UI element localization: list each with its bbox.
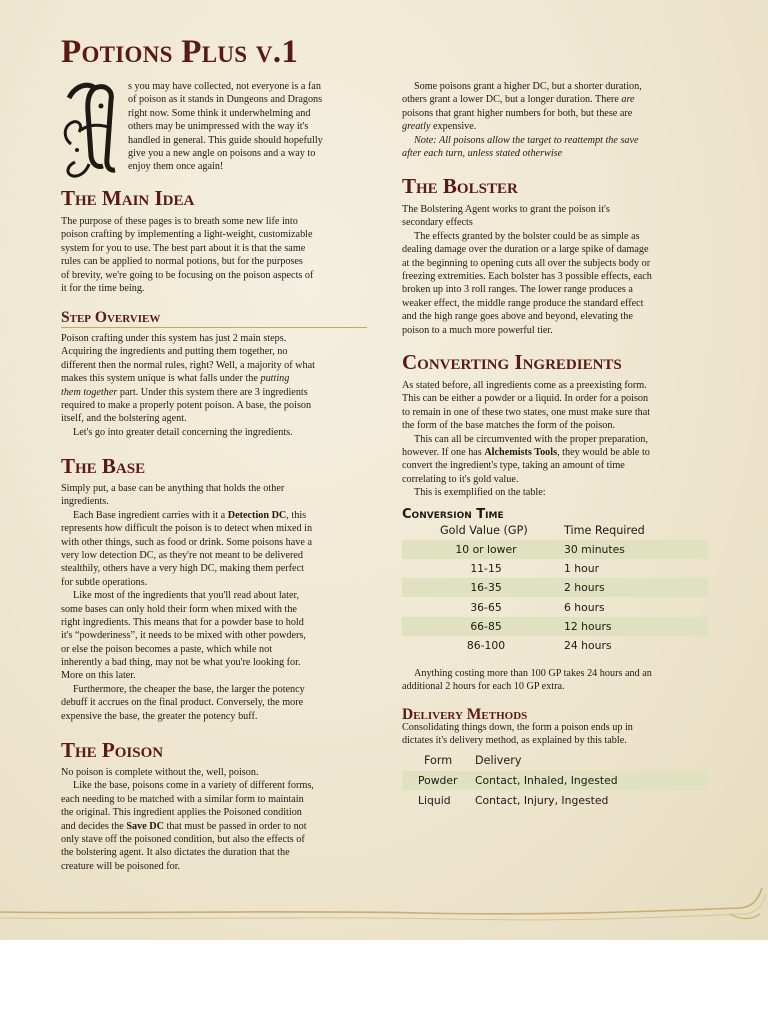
delivery-paragraph: Consolidating things down, the form a poison ends up in dictates it's delivery method, as explained by this table. bbox=[402, 722, 633, 747]
gold-value-cell: 11-15 bbox=[470, 562, 502, 576]
base-heading: The Base bbox=[61, 454, 146, 478]
after-table-paragraph: Anything costing more than 100 GP takes 24 hours and an additional 2 hours for each 10 GP extra. bbox=[402, 668, 652, 693]
bolster-paragraph: The Bolstering Agent works to grant the poison it's secondary effects The effects granted by the bolster could be as simple as dealing damage over the duration or a large spike of damage at the beginning to opening cuts all over the subjects body or freezing extremities. Each bolster has 3 possible effects, each broken up into 3 roll ranges. The lower range produces a weaker effect, the middle range produce the standard effect and the high range goes above and beyond, elevating the poison to a much more powerful tier. bbox=[402, 204, 652, 336]
conversion-table-row bbox=[402, 540, 708, 559]
poison-heading: The Poison bbox=[61, 738, 164, 762]
gold-value-cell: 36-65 bbox=[470, 600, 502, 614]
poison-paragraph: No poison is complete without the, well, poison. Like the base, poisons come in a variety of different forms, each needing to be matched with a similar form to maintain the original. This ingredient applies the Poisoned condition and decides the Save DC that must be passed in order to not only stave off the poisoned condition, but also the effects of the bolstering agent. It also dictates the duration that the creature will be poisoned for. bbox=[61, 767, 314, 872]
gold-value-cell: 10 or lower bbox=[455, 543, 517, 556]
bolster-heading: The Bolster bbox=[402, 174, 518, 198]
delivery-cell: Contact, Injury, Ingested bbox=[475, 793, 609, 807]
poison-continued-paragraph: Some poisons grant a higher DC, but a shorter duration, others grant a lower DC, but a longer duration. There are poisons that grant higher numbers for both, but these are greatly expensive. Note: All poisons allow the target to reattempt the save after each turn, unless stated otherwise bbox=[402, 81, 642, 159]
conversion-table-row bbox=[402, 617, 708, 636]
conversion-table-row bbox=[402, 578, 708, 597]
main-idea-paragraph: The purpose of these pages is to breath some new life into poison crafting by implementing a light-weight, customizable system for you to use. The best part about it is that the same rules can be applied to normal potions, but for the purposes of brevity, we're going to be focusing on the poison aspects of it for the time being. bbox=[61, 216, 314, 294]
delivery-cell: Contact, Inhaled, Ingested bbox=[475, 774, 618, 787]
gold-value-cell: 16-35 bbox=[470, 581, 502, 595]
gold-value-cell: 66-85 bbox=[470, 619, 502, 633]
delivery-table-row bbox=[402, 791, 708, 810]
delivery-header-form: Form bbox=[424, 754, 453, 767]
delivery-header-delivery: Delivery bbox=[475, 754, 522, 767]
dropcap-ornament bbox=[61, 78, 119, 178]
conversion-table-row bbox=[402, 636, 708, 655]
delivery-heading: Delivery Methods bbox=[402, 706, 528, 723]
page-title: Potions Plus v.1 bbox=[61, 34, 299, 70]
gold-value-cell: 86-100 bbox=[466, 639, 506, 652]
footer-ornament bbox=[0, 880, 768, 940]
time-required-cell: 6 hours bbox=[564, 600, 605, 614]
time-required-cell: 30 minutes bbox=[564, 543, 625, 556]
time-required-cell: 1 hour bbox=[564, 562, 600, 576]
intro-paragraph: s you may have collected, not everyone is a fan of poison as it stands in Dungeons and Dragons right now. Some think it underwhelming and others may be unimpressed with the way it's handled in general. This guide should hopefully give you a new angle on poisons and a way to enjoy them once again! bbox=[128, 81, 323, 173]
conversion-table-row bbox=[402, 598, 708, 617]
time-required-cell: 24 hours bbox=[564, 639, 612, 652]
delivery-table bbox=[402, 771, 708, 811]
delivery-table-row bbox=[402, 771, 708, 790]
converting-heading: Converting Ingredients bbox=[402, 350, 622, 374]
dropcap-a-icon bbox=[61, 78, 119, 178]
step-overview-paragraph: Poison crafting under this system has just 2 main steps. Acquiring the ingredients and putting them together, no different then the normal rules, right? Well, a majority of what makes this system unique is what falls under the putting them together part. Under this system there are 3 ingredients required to make a properly potent poison. A base, the poison itself, and the bolstering agent. Let's go into greater detail concerning the ingredients. bbox=[61, 333, 315, 438]
conversion-table-row bbox=[402, 559, 708, 578]
converting-paragraph: As stated before, all ingredients come as a preexisting form. This can be either a powder or a liquid. In order for a poison to remain in one of these two states, one must make sure that the form of the base matches the form of the poison. This can all be circumvented with the proper preparation, however. If one has Alchemists Tools, they would be able to convert the ingredient's type, taking an amount of time correlating to it's gold value. This is exemplified on the table: bbox=[402, 380, 651, 499]
form-cell: Liquid bbox=[418, 793, 451, 807]
form-cell: Powder bbox=[418, 774, 458, 787]
conversion-header-gold: Gold Value (GP) bbox=[440, 524, 528, 537]
conversion-header-time: Time Required bbox=[564, 524, 645, 537]
step-overview-heading: Step Overview bbox=[61, 309, 161, 326]
main-idea-heading: The Main Idea bbox=[61, 186, 195, 210]
conversion-table-title: Conversion Time bbox=[402, 507, 504, 522]
time-required-cell: 2 hours bbox=[564, 581, 605, 595]
section-rule bbox=[61, 327, 367, 328]
time-required-cell: 12 hours bbox=[564, 619, 612, 633]
conversion-table bbox=[402, 540, 708, 656]
base-paragraph: Simply put, a base can be anything that holds the other ingredients. Each Base ingredient carries with it a Detection DC, this represents how difficult the poison is to detect when mixed in with other things, such as food or drink. Some poisons have a very low detection DC, as they're not meant to be delivered stealthily, others have a very high DC, making them perfect for subtle operations. Like most of the ingredients that you'll read about later, some bases can only hold their form when mixed with the right ingredients. This means that for a powder base to hold it's “powderiness”, it needs to be mixed with other powders, or else the poison becomes a paste, which while not inherently a bad thing, may not be what you're looking for. More on this later. Furthermore, the cheaper the base, the larger the potency debuff it accrues on the final product. Conversely, the more expensive the base, the greater the potency buff. bbox=[61, 483, 313, 722]
